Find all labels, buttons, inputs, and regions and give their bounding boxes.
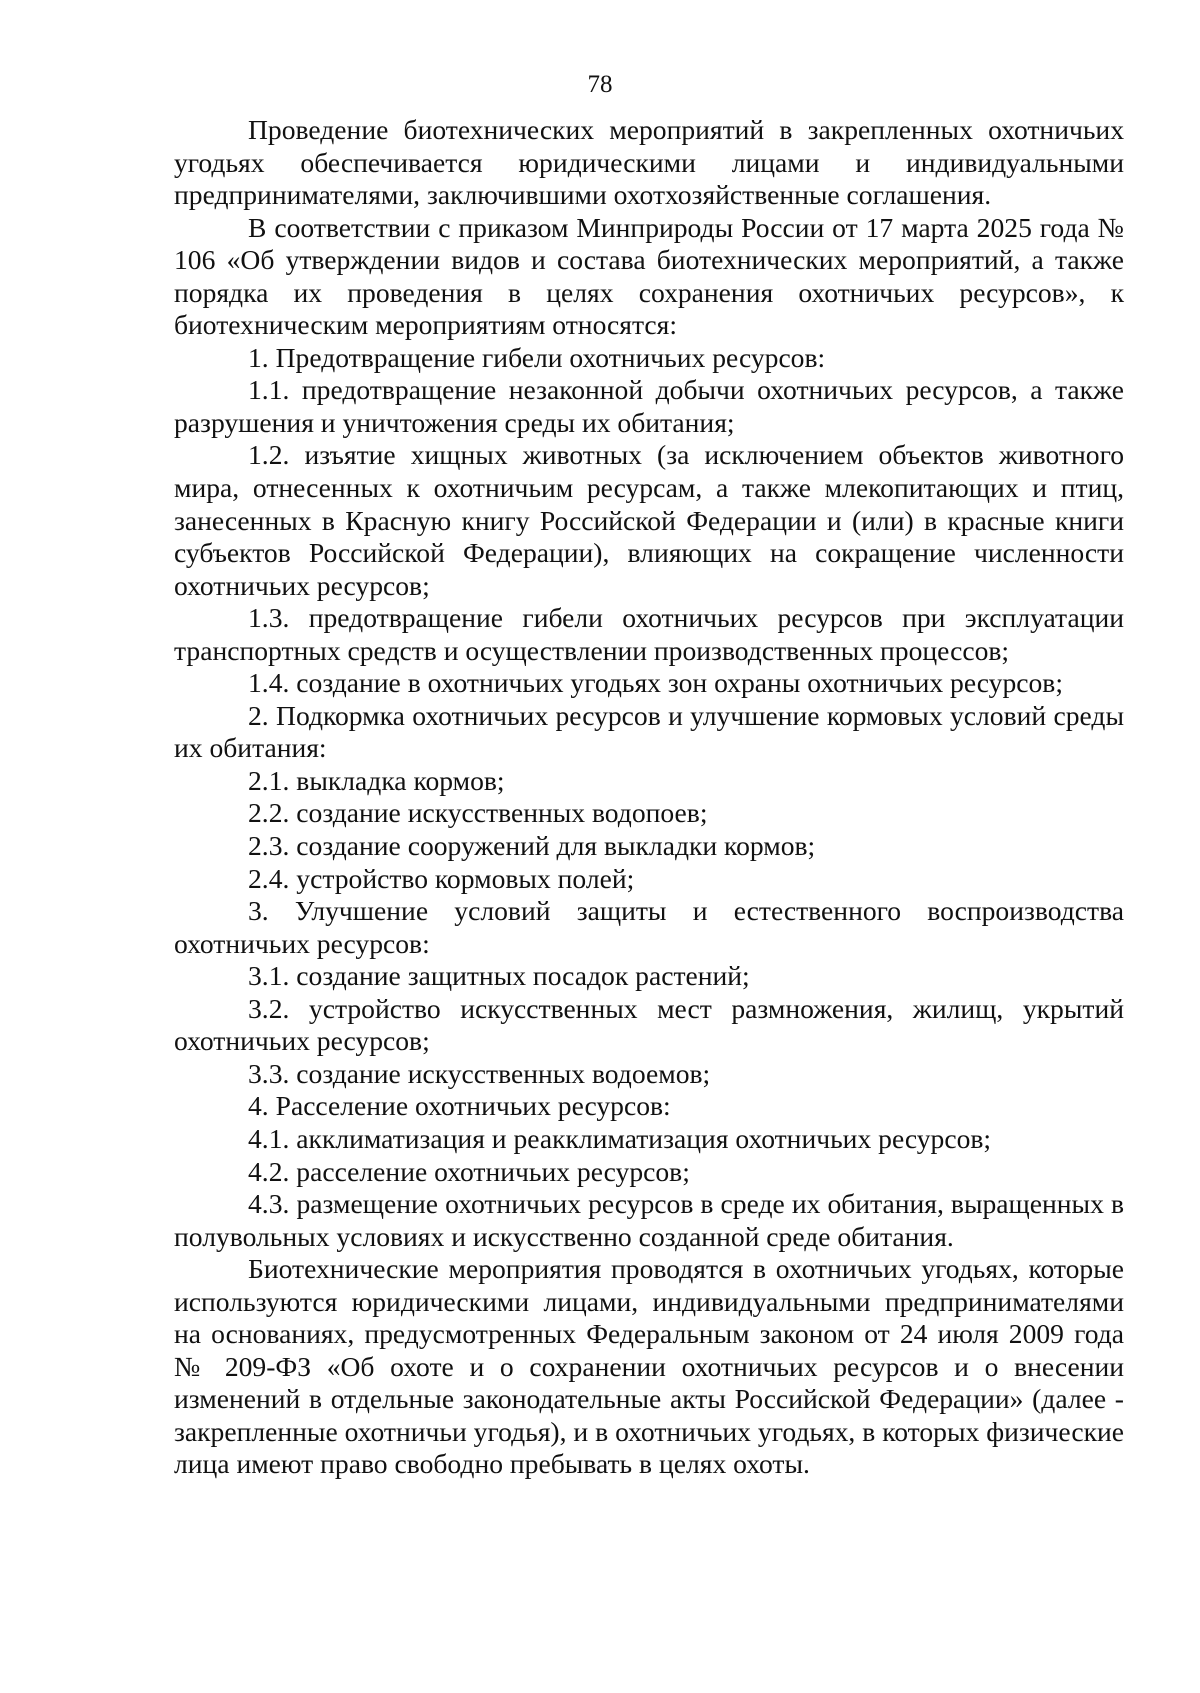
list-item-1-2: 1.2. изъятие хищных животных (за исключением объектов животного мира, отнесенных к охотничьим ресурсам, а также млекопитающих и птиц, занесенных в Красную книгу Российской Федерации и (или) в красные книги субъектов Российской Федерации), влияющих на сокращение численности охотничьих ресурсов; [174,439,1124,601]
list-item-4: 4. Расселение охотничьих ресурсов: [248,1090,671,1122]
list-item-2-3: 2.3. создание сооружений для выкладки кормов; [248,830,816,862]
page-number: 78 [587,71,613,98]
document-body [174,114,1124,1481]
list-item-4-2: 4.2. расселение охотничьих ресурсов; [248,1155,690,1187]
list-item-3-3: 3.3. создание искусственных водоемов; [248,1057,711,1089]
list-item-3-1: 3.1. создание защитных посадок растений; [248,960,750,992]
paragraph-order-reference: В соответствии с приказом Минприроды России от 17 марта 2025 года № 106 «Об утверждении видов и состава биотехнических мероприятий, а также порядка их проведения в целях сохранения охотничьих ресурсов», к биотехническим мероприятиям относятся: [174,211,1124,341]
list-item-1-1: 1.1. предотвращение незаконной добычи охотничьих ресурсов, а также разрушения и уничтожения среды их обитания; [174,374,1124,438]
list-item-2-2: 2.2. создание искусственных водопоев; [248,797,708,829]
list-item-3-2: 3.2. устройство искусственных мест размножения, жилищ, укрытий охотничьих ресурсов; [174,992,1124,1057]
list-item-3: 3. Улучшение условий защиты и естественного воспроизводства охотничьих ресурсов: [174,895,1124,959]
list-item-2-1: 2.1. выкладка кормов; [248,764,505,796]
list-item-1: 1. Предотвращение гибели охотничьих ресурсов: [248,341,826,373]
list-item-2: 2. Подкормка охотничьих ресурсов и улучшение кормовых условий среды их обитания: [174,699,1124,764]
list-item-1-4: 1.4. создание в охотничьих угодьях зон охраны охотничьих ресурсов; [248,667,1063,699]
list-item-4-1: 4.1. акклиматизация и реакклиматизация охотничьих ресурсов; [248,1122,992,1154]
paragraph-intro: Проведение биотехнических мероприятий в закрепленных охотничьих угодьях обеспечивается юридическими лицами и индивидуальными предпринимателями, заключившими охотхозяйственные соглашения. [174,114,1124,211]
list-item-1-3: 1.3. предотвращение гибели охотничьих ресурсов при эксплуатации транспортных средств и осуществлении производственных процессов; [174,602,1124,666]
list-item-4-3: 4.3. размещение охотничьих ресурсов в среде их обитания, выращенных в полувольных условиях и искусственно созданной среде обитания. [174,1188,1124,1252]
paragraph-conclusion: Биотехнические мероприятия проводятся в охотничьих угодьях, которые используются юридическими лицами, индивидуальными предпринимателями на основаниях, предусмотренных Федеральным законом от 24 июля 2009 года № 209-ФЗ «Об охоте и о сохранении охотничьих ресурсов и о внесении изменений в отдельные законодательные акты Российской Федерации» (далее - закрепленные охотничьи угодья), и в охотничьих угодьях, в которых физические лица имеют право свободно пребывать в целях охоты. [174,1253,1124,1480]
list-item-2-4: 2.4. устройство кормовых полей; [248,862,635,894]
